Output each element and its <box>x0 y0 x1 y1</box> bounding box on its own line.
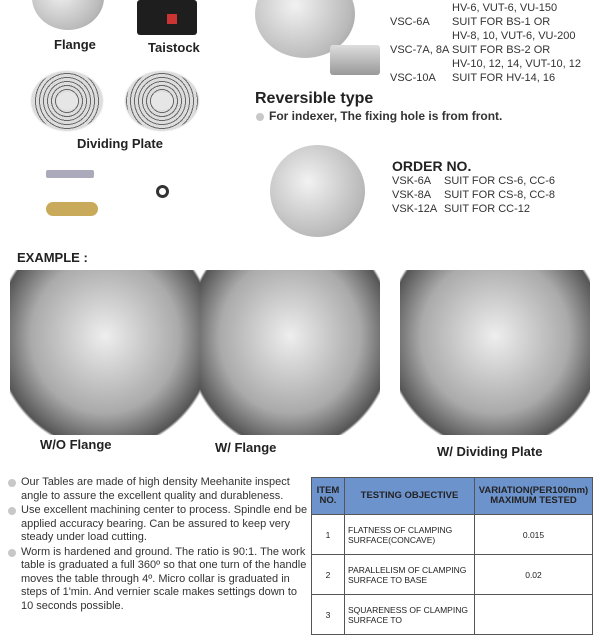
header-objective: TESTING OBJECTIVE <box>345 478 475 515</box>
feature-item: Our Tables are made of high density Meehanite inspect angle to assure the excellent quality and durableness. <box>8 476 308 503</box>
jaws-image <box>330 45 380 75</box>
flange-image <box>32 0 104 30</box>
order-row: VSK-12A SUIT FOR CC-12 <box>392 203 530 215</box>
rotary-table-image <box>400 270 590 435</box>
reversible-order-list <box>392 158 555 216</box>
table-row: 2 PARALLELISM OF CLAMPING SURFACE TO BASE 0.02 <box>312 555 593 595</box>
order-row: VSK-8A SUIT FOR CS-8, CC-8 <box>392 189 556 201</box>
header-item-no: ITEM NO. <box>312 478 345 515</box>
example-label: W/O Flange <box>40 437 112 452</box>
dividing-plate-image <box>126 72 198 130</box>
dividing-plate-image <box>32 72 102 130</box>
example-title: EXAMPLE : <box>17 250 88 265</box>
order-row: HV-10, 12, 14, VUT-10, 12 <box>452 58 582 70</box>
order-row: VSC-6A SUIT FOR BS-1 OR <box>390 16 551 28</box>
order-title: ORDER NO. <box>392 158 472 174</box>
reversible-title: Reversible type <box>255 90 374 107</box>
bullet-icon <box>8 479 16 487</box>
order-row: VSK-6A SUIT FOR CS-6, CC-6 <box>392 175 556 187</box>
key-image <box>46 202 98 216</box>
tailstock-image <box>137 0 197 35</box>
rotary-table-image <box>10 270 200 435</box>
order-row: HV-6, VUT-6, VU-150 <box>452 2 558 14</box>
bullet-icon <box>8 549 16 557</box>
bullet-icon <box>8 507 16 515</box>
rotary-table-image <box>200 270 380 435</box>
table-row: 1 FLATNESS OF CLAMPING SURFACE(CONCAVE) 0.015 <box>312 515 593 555</box>
ring-image <box>156 185 169 198</box>
flange-label: Flange <box>54 37 96 52</box>
reversible-chuck-image <box>270 145 365 237</box>
feature-list <box>8 476 308 614</box>
dividing-plate-label: Dividing Plate <box>77 136 163 151</box>
order-row: VSC-7A, 8A SUIT FOR BS-2 OR <box>390 44 551 56</box>
feature-item: Worm is hardened and ground. The ratio is 90:1. The work table is graduated a full 360º so that one turn of the handle moves the table through 4º. Micro collar is graduated in steps of 1'min. And vernier scale makes settings down to 10 seconds possible. <box>8 546 308 614</box>
chuck-order-list <box>390 1 581 85</box>
accuracy-table <box>311 477 593 635</box>
header-variation: VARIATION(PER100mm) MAXIMUM TESTED <box>475 478 593 515</box>
handle-image <box>46 170 94 178</box>
example-label: W/ Dividing Plate <box>437 444 543 459</box>
tailstock-label: Taistock <box>148 40 200 55</box>
bullet-icon <box>256 113 264 121</box>
table-row: 3 SQUARENESS OF CLAMPING SURFACE TO <box>312 595 593 635</box>
order-row: HV-8, 10, VUT-6, VU-200 <box>452 30 576 42</box>
order-row: VSC-10A SUIT FOR HV-14, 16 <box>390 72 556 84</box>
example-label: W/ Flange <box>215 440 277 455</box>
reversible-note: For indexer, The fixing hole is from front. <box>256 110 502 124</box>
feature-item: Use excellent machining center to process. Spindle end be applied accuracy bearing. Can be assured to keep very steady under load cutting. <box>8 504 308 545</box>
